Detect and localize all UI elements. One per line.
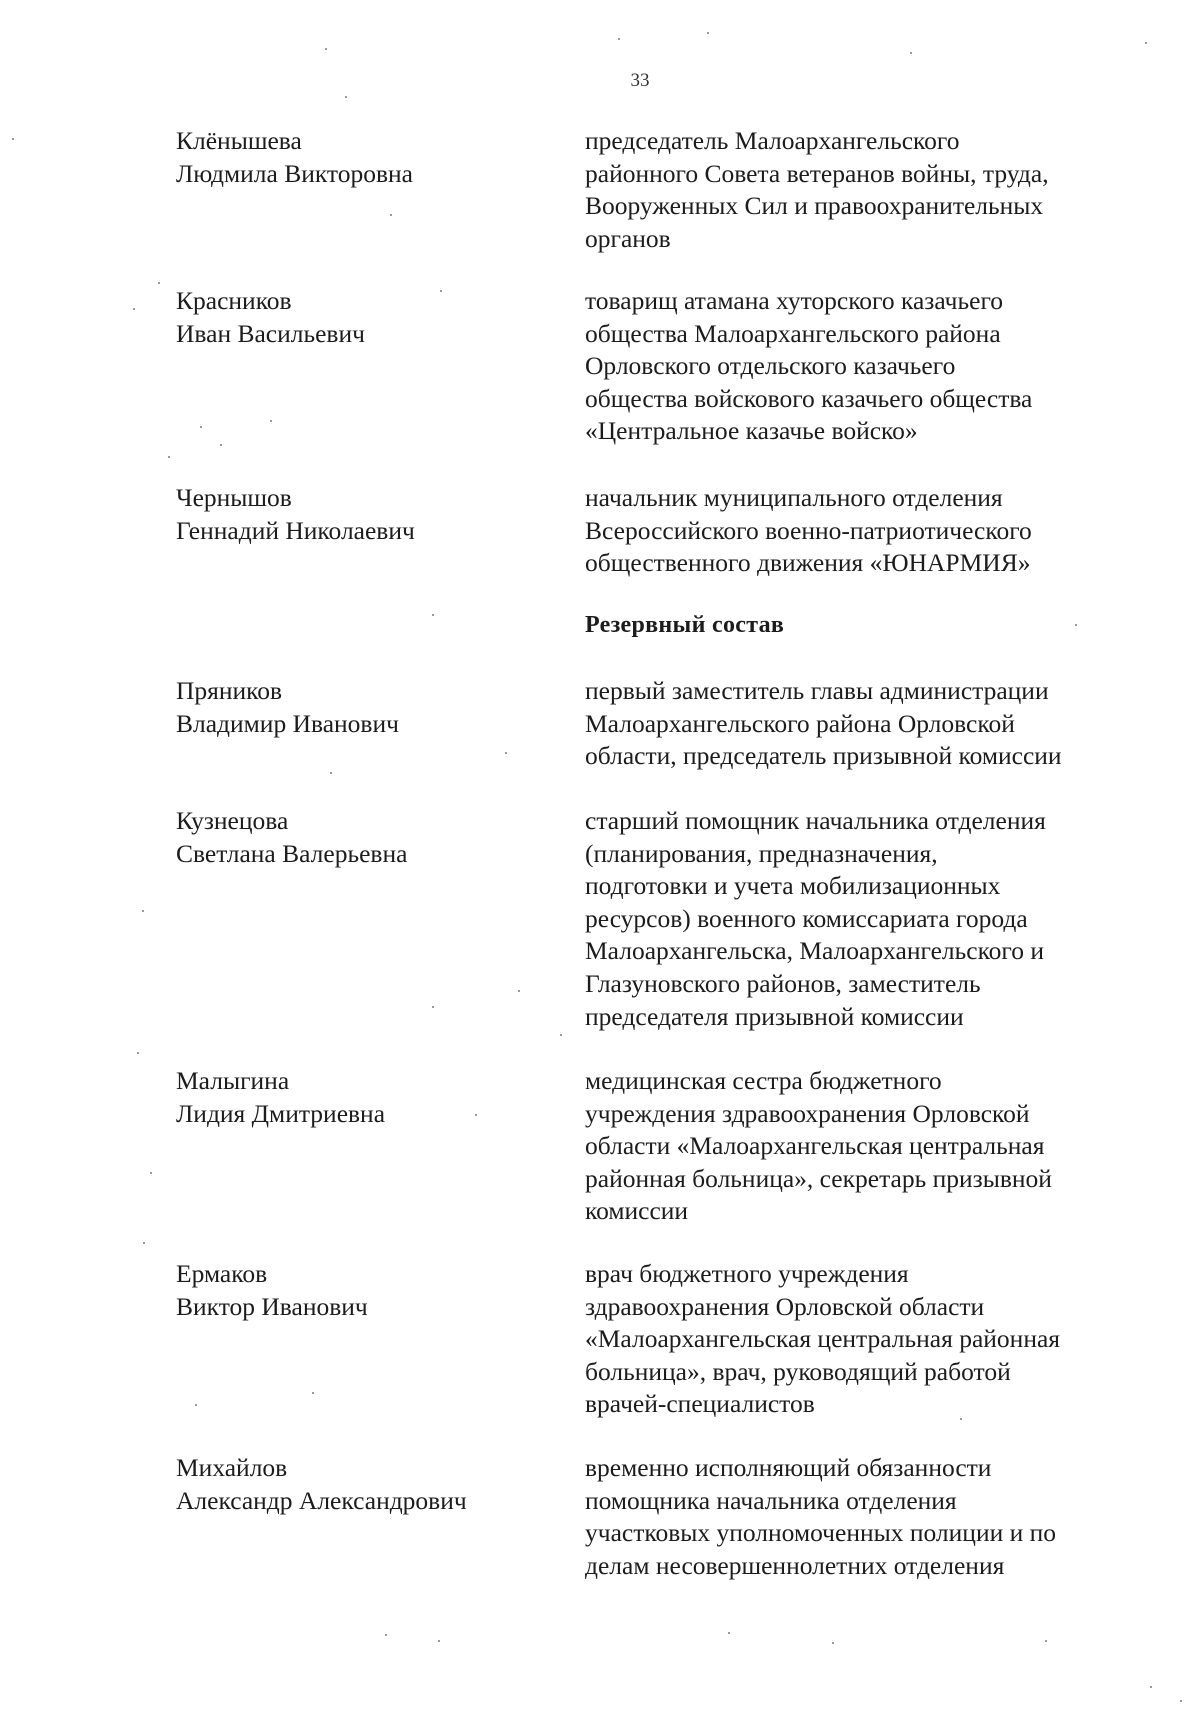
member-given-names: Людмила Викторовна bbox=[176, 158, 413, 188]
member-position: товарищ атамана хуторского казачьего общества Малоархангельского района Орловского отдельского казачьего общества войскового казачьего общества «Центральное казачье войско» bbox=[585, 286, 1033, 446]
scan-speck bbox=[330, 772, 332, 774]
member-given-names: Виктор Иванович bbox=[176, 1291, 368, 1321]
member-name bbox=[176, 125, 413, 190]
member-position: старший помощник начальника отделения (планирования, предназначения, подготовки и учета мобилизационных ресурсов) военного комиссариата города Малоархангельска, Малоархангельского и Глазуновского районов, заместитель председателя призывной комиссии bbox=[585, 806, 1046, 1031]
member-position: председатель Малоархангельского районного Совета ветеранов войны, труда, Вооруженных Сил и правоохранительных органов bbox=[585, 126, 1049, 253]
scan-speck bbox=[618, 38, 620, 40]
scan-speck bbox=[910, 52, 912, 54]
scan-speck bbox=[137, 1052, 139, 1054]
member-surname: Малыгина bbox=[176, 1066, 290, 1095]
member-given-names: Иван Васильевич bbox=[176, 318, 365, 348]
scan-speck bbox=[158, 282, 160, 284]
member-given-names: Александр Александрович bbox=[176, 1485, 467, 1515]
scan-speck bbox=[168, 456, 170, 458]
scan-speck bbox=[345, 96, 347, 98]
member-surname: Кузнецова bbox=[176, 806, 289, 835]
scan-speck bbox=[475, 1114, 477, 1116]
scan-speck bbox=[440, 290, 442, 292]
member-position: врач бюджетного учреждения здравоохранения Орловской области «Малоархангельская центральная районная больница», врач, руководящий работой врачей-специалистов bbox=[585, 1259, 1061, 1419]
scan-speck bbox=[518, 990, 520, 992]
scan-speck bbox=[133, 308, 135, 310]
member-position: начальник муниципального отделения Всероссийского военно-патриотического общественного движения «ЮНАРМИЯ» bbox=[585, 483, 1032, 578]
member-surname: Клёнышева bbox=[176, 126, 302, 155]
scan-speck bbox=[1045, 1640, 1047, 1642]
scan-speck bbox=[505, 752, 507, 754]
scan-speck bbox=[390, 214, 392, 216]
scan-speck bbox=[438, 1640, 440, 1642]
scan-speck bbox=[385, 1634, 387, 1636]
member-name bbox=[176, 285, 365, 350]
member-given-names: Лидия Дмитриевна bbox=[176, 1098, 386, 1128]
member-surname: Чернышов bbox=[176, 483, 292, 512]
scan-speck bbox=[12, 138, 14, 140]
member-name bbox=[176, 482, 415, 547]
scan-speck bbox=[1180, 1700, 1182, 1702]
scan-speck bbox=[960, 1418, 962, 1420]
scan-speck bbox=[432, 614, 434, 616]
scan-speck bbox=[432, 1006, 434, 1008]
member-position: первый заместитель главы администрации Малоархангельского района Орловской области, председатель призывной комиссии bbox=[585, 676, 1062, 771]
scan-speck bbox=[220, 444, 222, 446]
scan-speck bbox=[1150, 1686, 1152, 1688]
scan-speck bbox=[312, 1392, 314, 1394]
member-name bbox=[176, 675, 399, 740]
member-name bbox=[176, 805, 407, 870]
member-given-names: Геннадий Николаевич bbox=[176, 515, 415, 545]
scan-speck bbox=[150, 1172, 152, 1174]
scan-speck bbox=[560, 1034, 562, 1036]
scan-speck bbox=[707, 32, 709, 34]
scan-speck bbox=[142, 910, 144, 912]
scan-speck bbox=[1145, 42, 1147, 44]
member-position: медицинская сестра бюджетного учреждения здравоохранения Орловской области «Малоархангельская центральная районная больница», секретарь призывной комиссии bbox=[585, 1066, 1052, 1226]
scan-speck bbox=[143, 1242, 145, 1244]
scan-speck bbox=[1075, 624, 1077, 626]
scan-speck bbox=[832, 1642, 834, 1644]
member-surname: Пряников bbox=[176, 676, 283, 705]
member-given-names: Светлана Валерьевна bbox=[176, 838, 408, 868]
member-name bbox=[176, 1258, 368, 1323]
reserve-heading: Резервный состав bbox=[585, 612, 785, 638]
member-surname: Михайлов bbox=[176, 1453, 288, 1482]
page-number: 33 bbox=[630, 70, 650, 91]
scan-speck bbox=[270, 420, 272, 422]
member-name bbox=[176, 1452, 467, 1517]
member-given-names: Владимир Иванович bbox=[176, 708, 399, 738]
scan-speck bbox=[200, 426, 202, 428]
scan-speck bbox=[728, 1632, 730, 1634]
scan-speck bbox=[325, 48, 327, 50]
member-surname: Ермаков bbox=[176, 1259, 268, 1288]
member-name bbox=[176, 1065, 385, 1130]
member-surname: Красников bbox=[176, 286, 292, 315]
member-position: временно исполняющий обязанности помощника начальника отделения участковых уполномоченных полиции и по делам несовершеннолетних отделения bbox=[585, 1453, 1057, 1580]
scan-speck bbox=[195, 1404, 197, 1406]
